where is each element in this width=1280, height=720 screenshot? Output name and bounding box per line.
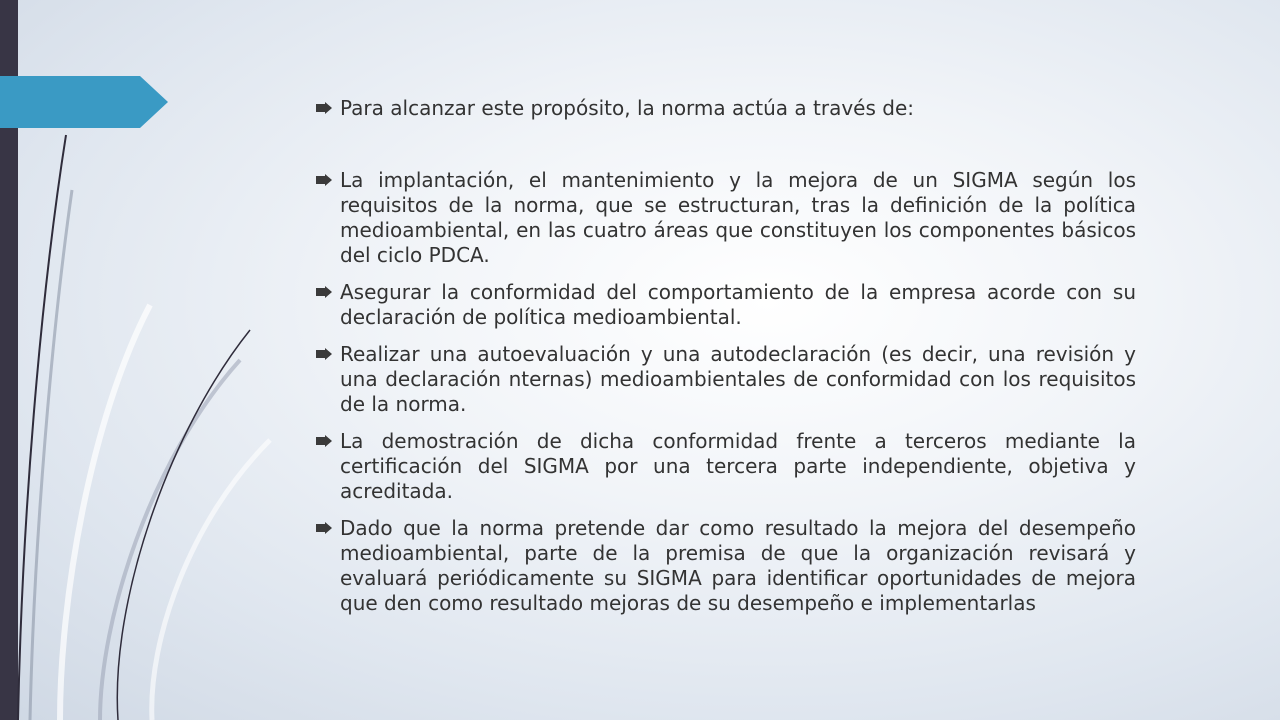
bullet-text: La implantación, el mantenimiento y la mejora de un SIGMA según los requisitos de la norma, que se estructuran, tras la definición de la política medioambiental, en las cuatro áreas que constituyen los componentes básicos del ciclo PDCA. [340,168,1136,267]
bullet-text: Dado que la norma pretende dar como resultado la mejora del desempeño medioambiental, parte de la premisa de que la organización revisará y evaluará periódicamente su SIGMA para identificar oportunidades de mejora que den como resultado mejoras de su desempeño e implementarlas [340,516,1136,615]
bullet-item-6 [316,516,1136,616]
arrow-bullet-icon [316,174,332,186]
arrow-bullet-icon [316,286,332,298]
bullet-text: Para alcanzar este propósito, la norma actúa a través de: [340,96,914,120]
bullet-item-5 [316,429,1136,504]
bullet-text: Realizar una autoevaluación y una autodeclaración (es decir, una revisión y una declaración nternas) medioambientales de conformidad con los requisitos de la norma. [340,342,1136,416]
bullet-list [316,96,1136,628]
arrow-bullet-icon [316,522,332,534]
bullet-text: La demostración de dicha conformidad frente a terceros mediante la certificación del SIGMA por una tercera parte independiente, objetiva y acreditada. [340,429,1136,503]
accent-tab-shape [0,76,168,128]
bullet-item-3 [316,280,1136,330]
bullet-item-1 [316,96,1136,121]
bullet-item-4 [316,342,1136,417]
arrow-bullet-icon [316,102,332,114]
bullet-text: Asegurar la conformidad del comportamiento de la empresa acorde con su declaración de política medioambiental. [340,280,1136,329]
arrow-bullet-icon [316,435,332,447]
arrow-bullet-icon [316,348,332,360]
bullet-item-2 [316,168,1136,268]
